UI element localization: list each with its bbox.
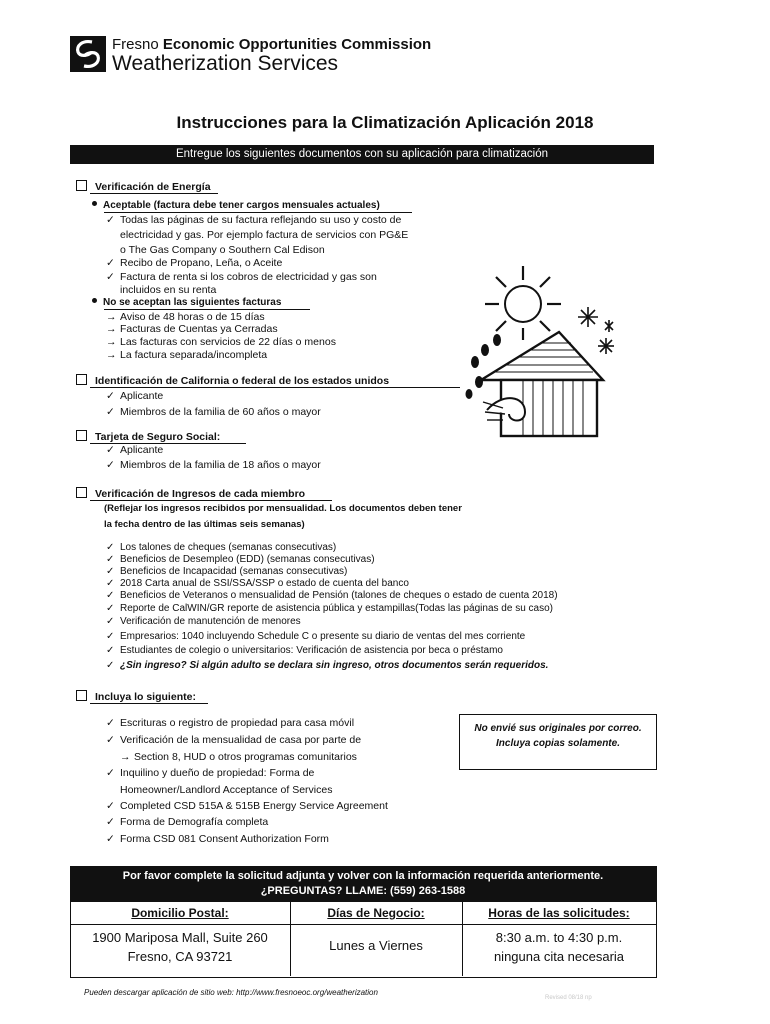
eoc-logo-icon: [70, 36, 106, 72]
business-days: Lunes a Viernes: [329, 938, 423, 953]
address-line: Fresno, CA 93721: [127, 949, 233, 964]
check-icon: ✓: [106, 271, 115, 283]
checkbox[interactable]: [76, 180, 87, 191]
arrow-icon: →: [120, 751, 131, 763]
check-icon: ✓: [106, 257, 115, 269]
checkbox[interactable]: [76, 430, 87, 441]
list-item: ✓ Empresarios: 1040 incluyendo Schedule C o presente su diario de ventas del mes corriente: [106, 631, 526, 642]
list-item: ✓ 2018 Carta anual de SSI/SSA/SSP o estado de cuenta del banco: [106, 578, 409, 589]
org-name: Fresno Economic Opportunities Commission: [112, 36, 432, 53]
bullet-icon: [92, 201, 97, 206]
bullet-icon: [92, 298, 97, 303]
phone-line: ¿PREGUNTAS? LLAME: (559) 263-1588: [260, 885, 466, 897]
instructions-banner: Entregue los siguientes documentos con su aplicación para climatización: [70, 145, 654, 164]
list-item: ✓ Los talones de cheques (semanas consecutivas): [106, 542, 337, 553]
check-icon: ✓: [106, 800, 115, 812]
list-item: ✓ Verificación de manutención de menores: [106, 616, 301, 627]
arrow-icon: →: [106, 323, 117, 335]
rejected-heading: No se aceptan las siguientes facturas: [92, 297, 281, 308]
column-header: Domicilio Postal:: [131, 906, 229, 920]
check-icon: ✓: [106, 590, 115, 601]
department-name: Weatherization Services: [112, 52, 339, 75]
list-item: ✓ Aplicante: [106, 444, 164, 456]
revision-note: Revised 08/18 np: [545, 995, 592, 1001]
check-icon: ✓: [106, 566, 115, 577]
list-item: electricidad y gas. Por ejemplo factura de servicios con PG&E: [120, 229, 409, 241]
check-icon: ✓: [106, 616, 115, 627]
address-line: 1900 Mariposa Mall, Suite 260: [92, 930, 268, 945]
list-item: ✓ Estudiantes de colegio o universitarios: Verificación de asistencia por beca o préstamo: [106, 645, 503, 656]
list-item: ✓ Factura de renta si los cobros de electricidad y gas son: [106, 271, 377, 283]
list-item: ✓ Recibo de Propano, Leña, o Aceite: [106, 257, 283, 269]
check-icon: ✓: [106, 767, 115, 779]
list-item: ✓ Forma CSD 081 Consent Authorization Form: [106, 833, 329, 845]
mailing-address: [70, 928, 290, 966]
id-heading: Identificación de California o federal de los estados unidos: [76, 374, 389, 387]
checkbox[interactable]: [76, 487, 87, 498]
list-item: Homeowner/Landlord Acceptance of Services: [120, 784, 333, 796]
banner-line: Por favor complete la solicitud adjunta y volver con la información requerida anteriormente.: [122, 870, 604, 882]
column-header: Horas de las solicitudes:: [488, 906, 630, 920]
check-icon: ✓: [106, 459, 115, 471]
list-item: ✓ Reporte de CalWIN/GR reporte de asistencia pública y estampillas(Todas las páginas de su caso): [106, 603, 553, 614]
contact-banner: [70, 866, 656, 902]
check-icon: ✓: [106, 816, 115, 828]
check-icon: ✓: [106, 444, 115, 456]
list-item: → Aviso de 48 horas o de 15 días: [106, 311, 265, 323]
check-icon: ✓: [106, 390, 115, 402]
underline: [90, 387, 460, 388]
list-item: incluidos en su renta: [120, 284, 217, 296]
column-header: Días de Negocio:: [327, 906, 425, 920]
checkbox[interactable]: [76, 374, 87, 385]
check-icon: ✓: [106, 660, 115, 671]
list-item: ✓ Forma de Demografía completa: [106, 816, 269, 828]
hours-line: ninguna cita necesaria: [493, 949, 625, 964]
application-hours: [462, 928, 656, 966]
underline: [90, 500, 332, 501]
list-item: ✓ Miembros de la familia de 60 años o mayor: [106, 406, 321, 418]
check-icon: ✓: [106, 578, 115, 589]
include-heading: Incluya lo siguiente:: [76, 690, 196, 703]
check-icon: ✓: [106, 631, 115, 642]
income-note: (Reflejar los ingresos recibidos por mensualidad. Los documentos deben tener: [104, 503, 462, 514]
check-icon: ✓: [106, 833, 115, 845]
list-item: → La factura separada/incompleta: [106, 349, 268, 361]
list-item: ✓ Beneficios de Incapacidad (semanas consecutivas): [106, 566, 348, 577]
checkbox[interactable]: [76, 690, 87, 701]
ssn-heading: Tarjeta de Seguro Social:: [76, 430, 220, 443]
list-item: ✓ Verificación de la mensualidad de casa por parte de: [106, 734, 362, 746]
income-note: la fecha dentro de las últimas seis semanas): [104, 519, 305, 530]
income-heading: Verificación de Ingresos de cada miembro: [76, 487, 305, 500]
arrow-icon: →: [106, 349, 117, 361]
list-item: ✓ Aplicante: [106, 390, 164, 402]
divider: [70, 924, 656, 925]
list-item: ✓ Escrituras o registro de propiedad para casa móvil: [106, 717, 355, 729]
list-item: ✓ Completed CSD 515A & 515B Energy Service Agreement: [106, 800, 388, 812]
energy-heading: Verificación de Energía: [76, 180, 211, 193]
check-icon: ✓: [106, 603, 115, 614]
check-icon: ✓: [106, 717, 115, 729]
check-icon: ✓: [106, 542, 115, 553]
check-icon: ✓: [106, 214, 115, 226]
list-item: ✓ Miembros de la familia de 18 años o mayor: [106, 459, 321, 471]
underline: [104, 212, 412, 213]
check-icon: ✓: [106, 734, 115, 746]
list-item: ✓ ¿Sin ingreso? Si algún adulto se declara sin ingreso, otros documentos serán requeridos.: [106, 660, 549, 671]
list-item: ✓ Inquilino y dueño de propiedad: Forma de: [106, 767, 315, 779]
note-line: Incluya copias solamente.: [496, 738, 620, 749]
list-item: → Las facturas con servicios de 22 días o menos: [106, 336, 336, 348]
list-item: ✓ Todas las páginas de su factura reflejando su uso y costo de: [106, 214, 402, 226]
check-icon: ✓: [106, 406, 115, 418]
underline: [90, 193, 218, 194]
check-icon: ✓: [106, 645, 115, 656]
hours-line: 8:30 a.m. to 4:30 p.m.: [495, 930, 623, 945]
download-note: Pueden descargar aplicación de sitio web: http://www.fresnoeoc.org/weatherization: [84, 988, 378, 997]
underline: [104, 309, 310, 310]
arrow-icon: →: [106, 311, 117, 323]
house-weather-illustration: [463, 262, 623, 442]
list-item: o The Gas Company o Southern Cal Edison: [120, 244, 325, 256]
check-icon: ✓: [106, 554, 115, 565]
arrow-icon: →: [106, 336, 117, 348]
originals-note-box: [459, 714, 657, 770]
list-item: ✓ Beneficios de Desempleo (EDD) (semanas consecutivas): [106, 554, 375, 565]
acceptable-heading: Aceptable (factura debe tener cargos mensuales actuales): [92, 200, 380, 211]
list-item: ✓ Beneficios de Veteranos o mensualidad de Pensión (talones de cheques o estado de cuenta 2018): [106, 590, 558, 601]
list-item: → Facturas de Cuentas ya Cerradas: [106, 323, 278, 335]
list-item: → Section 8, HUD o otros programas comunitarios: [120, 751, 357, 763]
underline: [90, 703, 208, 704]
note-line: No envié sus originales por correo.: [474, 723, 642, 734]
page-title: Instrucciones para la Climatización Aplicación 2018: [176, 113, 594, 132]
